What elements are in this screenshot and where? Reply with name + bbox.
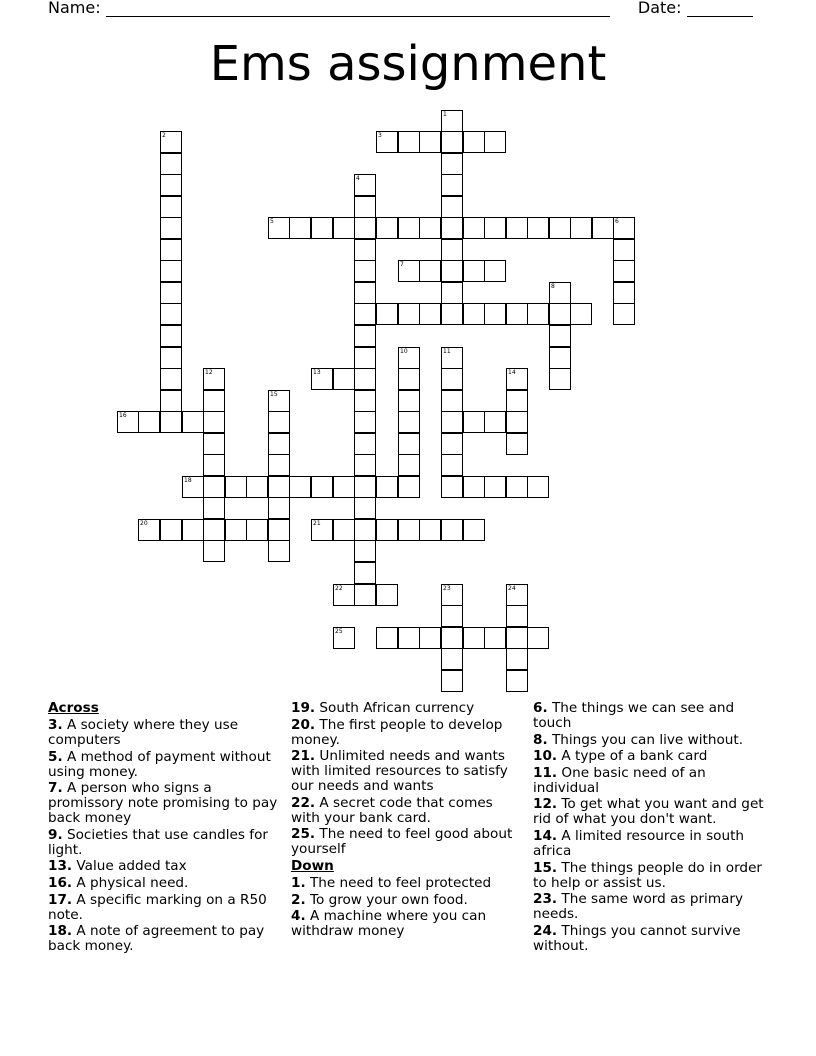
cell-number: 24: [508, 585, 516, 592]
clue-item: [533, 701, 765, 731]
grid-cell[interactable]: [506, 648, 528, 670]
grid-cell[interactable]: [441, 390, 463, 412]
grid-cell[interactable]: [268, 540, 290, 562]
grid-cell[interactable]: [160, 239, 182, 261]
grid-cell[interactable]: [441, 627, 463, 649]
clue-text: A secret code that comes with your bank card.: [291, 794, 493, 826]
grid-cell[interactable]: [268, 497, 290, 519]
grid-cell[interactable]: [463, 627, 485, 649]
clue-item: [291, 718, 523, 748]
grid-cell[interactable]: [506, 303, 528, 325]
grid-cell[interactable]: [527, 217, 549, 239]
cell-number: 10: [400, 348, 408, 355]
clue-text: The things people do in order to help or assist us.: [533, 859, 763, 891]
clue-number: 19.: [291, 700, 316, 716]
grid-cell[interactable]: [398, 303, 420, 325]
grid-cell[interactable]: [203, 411, 225, 433]
grid-cell[interactable]: [354, 347, 376, 369]
clue-number: 18.: [48, 923, 73, 940]
cell-number: 2: [162, 132, 166, 139]
cell-number: 3: [378, 132, 382, 139]
cell-number: 13: [313, 369, 321, 376]
clue-number: 22.: [291, 794, 316, 811]
grid-cell[interactable]: [354, 282, 376, 304]
grid-cell[interactable]: [354, 411, 376, 433]
grid-cell[interactable]: [613, 260, 635, 282]
grid-cell[interactable]: [268, 390, 290, 412]
grid-cell[interactable]: [203, 540, 225, 562]
grid-cell[interactable]: [570, 217, 592, 239]
cell-number: 23: [443, 585, 451, 592]
clue-column-1: [48, 701, 280, 956]
grid-cell[interactable]: [160, 303, 182, 325]
grid-cell[interactable]: [203, 454, 225, 476]
grid-cell[interactable]: [376, 476, 398, 498]
grid-cell[interactable]: [354, 476, 376, 498]
grid-cell[interactable]: [333, 584, 355, 606]
grid-cell[interactable]: [354, 196, 376, 218]
grid-cell[interactable]: [613, 217, 635, 239]
clue-number: 24.: [533, 922, 558, 939]
grid-cell[interactable]: [333, 627, 355, 649]
grid-cell[interactable]: [376, 217, 398, 239]
grid-cell[interactable]: [354, 217, 376, 239]
grid-cell[interactable]: [354, 368, 376, 390]
grid-cell[interactable]: [268, 519, 290, 541]
grid-cell[interactable]: [354, 390, 376, 412]
grid-cell[interactable]: [463, 217, 485, 239]
grid-cell[interactable]: [225, 519, 247, 541]
clue-text: Value added tax: [72, 858, 187, 875]
grid-cell[interactable]: [376, 519, 398, 541]
clue-number: 11.: [533, 764, 558, 781]
grid-cell[interactable]: [354, 260, 376, 282]
grid-cell[interactable]: [160, 347, 182, 369]
grid-cell[interactable]: [506, 584, 528, 606]
cell-number: 1: [443, 111, 447, 118]
cell-number: 21: [313, 520, 321, 527]
grid-cell[interactable]: [419, 131, 441, 153]
clue-text: The need to feel protected: [305, 874, 492, 891]
grid-cell[interactable]: [160, 368, 182, 390]
cell-number: 20: [140, 520, 148, 527]
clue-number: 6.: [533, 700, 548, 716]
clue-number: 2.: [291, 891, 306, 908]
grid-cell[interactable]: [549, 217, 571, 239]
grid-cell[interactable]: [463, 519, 485, 541]
grid-cell[interactable]: [354, 303, 376, 325]
grid-cell[interactable]: [549, 347, 571, 369]
clue-item: [533, 924, 765, 954]
clue-item: [48, 924, 280, 954]
grid-cell[interactable]: [333, 217, 355, 239]
grid-cell[interactable]: [138, 411, 160, 433]
grid-cell[interactable]: [613, 303, 635, 325]
grid-cell[interactable]: [225, 476, 247, 498]
grid-cell[interactable]: [333, 476, 355, 498]
grid-cell[interactable]: [441, 131, 463, 153]
grid-cell[interactable]: [354, 540, 376, 562]
grid-cell[interactable]: [441, 303, 463, 325]
grid-cell[interactable]: [441, 153, 463, 175]
clue-number: 20.: [291, 716, 316, 733]
grid-cell[interactable]: [441, 648, 463, 670]
grid-cell[interactable]: [506, 433, 528, 455]
grid-cell[interactable]: [484, 627, 506, 649]
clue-item: [533, 861, 765, 891]
clue-item: [291, 909, 523, 939]
grid-cell[interactable]: [398, 217, 420, 239]
grid-cell[interactable]: [398, 476, 420, 498]
clue-text: Societies that use candles for light.: [48, 826, 268, 858]
grid-cell[interactable]: [203, 433, 225, 455]
clue-text: South African currency: [315, 700, 475, 716]
grid-cell[interactable]: [376, 131, 398, 153]
grid-cell[interactable]: [419, 260, 441, 282]
name-label: Name:: [48, 0, 101, 17]
cell-number: 15: [270, 391, 278, 398]
clue-column-2: [291, 701, 523, 941]
cell-number: 12: [205, 369, 213, 376]
grid-cell[interactable]: [398, 347, 420, 369]
grid-cell[interactable]: [441, 433, 463, 455]
grid-cell[interactable]: [527, 476, 549, 498]
grid-cell[interactable]: [441, 282, 463, 304]
grid-cell[interactable]: [398, 390, 420, 412]
clue-text: The same word as primary needs.: [533, 891, 744, 923]
clue-item: [48, 828, 280, 858]
clue-number: 12.: [533, 796, 558, 813]
grid-cell[interactable]: [268, 454, 290, 476]
grid-cell[interactable]: [203, 476, 225, 498]
clue-item: [533, 749, 765, 764]
date-label: Date:: [637, 0, 682, 17]
clue-item: [533, 766, 765, 796]
grid-cell[interactable]: [441, 454, 463, 476]
grid-cell[interactable]: [289, 476, 311, 498]
grid-cell[interactable]: [268, 217, 290, 239]
grid-cell[interactable]: [506, 217, 528, 239]
clue-number: 14.: [533, 827, 558, 844]
grid-cell[interactable]: [268, 433, 290, 455]
grid-cell[interactable]: [268, 411, 290, 433]
cell-number: 6: [615, 218, 619, 225]
grid-cell[interactable]: [484, 217, 506, 239]
grid-cell[interactable]: [160, 217, 182, 239]
grid-cell[interactable]: [506, 627, 528, 649]
grid-cell[interactable]: [463, 476, 485, 498]
clue-text: A machine where you can withdraw money: [291, 908, 487, 940]
clue-heading: Across: [48, 700, 99, 716]
grid-cell[interactable]: [484, 411, 506, 433]
grid-cell[interactable]: [203, 497, 225, 519]
grid-cell[interactable]: [463, 131, 485, 153]
cell-number: 14: [508, 369, 516, 376]
clue-item: [48, 859, 280, 874]
grid-cell[interactable]: [160, 260, 182, 282]
grid-cell[interactable]: [549, 282, 571, 304]
grid-cell[interactable]: [160, 131, 182, 153]
grid-cell[interactable]: [182, 519, 204, 541]
grid-cell[interactable]: [354, 433, 376, 455]
clue-number: 4.: [291, 908, 306, 925]
grid-cell[interactable]: [441, 239, 463, 261]
clue-heading: Down: [291, 857, 334, 874]
grid-cell[interactable]: [506, 411, 528, 433]
grid-cell[interactable]: [354, 584, 376, 606]
cell-number: 5: [270, 218, 274, 225]
grid-cell[interactable]: [246, 519, 268, 541]
clue-number: 25.: [291, 826, 316, 843]
grid-cell[interactable]: [484, 476, 506, 498]
clue-item: [291, 893, 523, 908]
grid-cell[interactable]: [441, 110, 463, 132]
grid-cell[interactable]: [441, 347, 463, 369]
clue-item: [48, 781, 280, 826]
grid-cell[interactable]: [484, 303, 506, 325]
cell-number: 25: [335, 628, 343, 635]
grid-cell[interactable]: [463, 303, 485, 325]
grid-cell[interactable]: [376, 627, 398, 649]
clue-text: Things you cannot survive without.: [533, 922, 741, 954]
grid-cell[interactable]: [441, 368, 463, 390]
grid-cell[interactable]: [441, 584, 463, 606]
clue-item: [533, 797, 765, 827]
grid-cell[interactable]: [441, 519, 463, 541]
grid-cell[interactable]: [613, 282, 635, 304]
grid-cell[interactable]: [419, 217, 441, 239]
clue-text: To grow your own food.: [305, 891, 468, 908]
grid-cell[interactable]: [246, 476, 268, 498]
clue-number: 17.: [48, 891, 73, 908]
grid-cell[interactable]: [398, 433, 420, 455]
grid-cell[interactable]: [463, 411, 485, 433]
grid-cell[interactable]: [354, 454, 376, 476]
grid-cell[interactable]: [354, 174, 376, 196]
grid-cell[interactable]: [160, 519, 182, 541]
grid-cell[interactable]: [354, 519, 376, 541]
grid-cell[interactable]: [484, 131, 506, 153]
grid-cell[interactable]: [419, 303, 441, 325]
clue-item: [48, 893, 280, 923]
grid-cell[interactable]: [160, 390, 182, 412]
clue-text: A limited resource in south africa: [533, 827, 745, 859]
clue-item: [533, 892, 765, 922]
clue-number: 3.: [48, 717, 63, 733]
grid-cell[interactable]: [484, 260, 506, 282]
grid-cell[interactable]: [441, 174, 463, 196]
grid-cell[interactable]: [289, 217, 311, 239]
clue-number: 9.: [48, 826, 63, 843]
grid-cell[interactable]: [441, 605, 463, 627]
grid-cell[interactable]: [506, 605, 528, 627]
grid-cell[interactable]: [138, 519, 160, 541]
grid-cell[interactable]: [160, 153, 182, 175]
grid-cell[interactable]: [441, 196, 463, 218]
clue-text: To get what you want and get rid of what you don't want.: [533, 796, 764, 828]
cell-number: 8: [551, 283, 555, 290]
grid-cell[interactable]: [311, 519, 333, 541]
grid-cell[interactable]: [398, 454, 420, 476]
clue-number: 16.: [48, 874, 73, 891]
clue-item: [48, 718, 280, 748]
grid-cell[interactable]: [419, 519, 441, 541]
grid-cell[interactable]: [354, 239, 376, 261]
grid-cell[interactable]: [333, 368, 355, 390]
grid-cell[interactable]: [203, 390, 225, 412]
clue-number: 1.: [291, 874, 306, 891]
grid-cell[interactable]: [527, 303, 549, 325]
grid-cell[interactable]: [376, 584, 398, 606]
cell-number: 22: [335, 585, 343, 592]
grid-cell[interactable]: [182, 476, 204, 498]
clue-item: [291, 749, 523, 794]
grid-cell[interactable]: [506, 476, 528, 498]
clue-text: The things we can see and touch: [533, 700, 735, 731]
grid-cell[interactable]: [463, 260, 485, 282]
grid-cell[interactable]: [398, 411, 420, 433]
grid-cell[interactable]: [506, 368, 528, 390]
clue-item: [533, 829, 765, 859]
grid-cell[interactable]: [549, 325, 571, 347]
grid-cell[interactable]: [527, 627, 549, 649]
clue-number: 21.: [291, 748, 316, 765]
grid-cell[interactable]: [354, 325, 376, 347]
clue-text: One basic need of an individual: [533, 764, 706, 796]
clue-text: Things you can live without.: [547, 731, 744, 748]
grid-cell[interactable]: [441, 476, 463, 498]
clue-item: [291, 827, 523, 857]
grid-cell[interactable]: [549, 368, 571, 390]
grid-cell[interactable]: [506, 390, 528, 412]
grid-cell[interactable]: [203, 519, 225, 541]
grid-cell[interactable]: [160, 325, 182, 347]
clue-text: A society where they use computers: [48, 717, 239, 748]
grid-cell[interactable]: [268, 476, 290, 498]
grid-cell[interactable]: [398, 519, 420, 541]
clue-item: [291, 796, 523, 826]
clue-item: [48, 876, 280, 891]
clue-text: A physical need.: [72, 874, 189, 891]
cell-number: 18: [184, 477, 192, 484]
clue-number: 5.: [48, 748, 63, 765]
clue-text: A person who signs a promissory note promising to pay back money: [48, 780, 278, 827]
grid-cell[interactable]: [160, 411, 182, 433]
grid-cell[interactable]: [570, 303, 592, 325]
cell-number: 11: [443, 348, 451, 355]
grid-cell[interactable]: [441, 670, 463, 692]
grid-cell[interactable]: [354, 562, 376, 584]
clue-text: A type of a bank card: [557, 748, 708, 765]
cell-number: 4: [356, 175, 360, 182]
grid-cell[interactable]: [398, 627, 420, 649]
clue-column-3: [533, 701, 765, 955]
clue-number: 23.: [533, 891, 558, 908]
clue-number: 10.: [533, 748, 558, 765]
grid-cell[interactable]: [592, 217, 614, 239]
grid-cell[interactable]: [311, 476, 333, 498]
clue-item: [291, 876, 523, 891]
grid-cell[interactable]: [182, 411, 204, 433]
page-title: Ems assignment: [209, 36, 607, 92]
cell-number: 16: [119, 412, 127, 419]
clue-number: 15.: [533, 859, 558, 876]
clue-text: Unlimited needs and wants with limited resources to satisfy our needs and wants: [291, 748, 508, 795]
grid-cell[interactable]: [160, 282, 182, 304]
grid-cell[interactable]: [311, 217, 333, 239]
grid-cell[interactable]: [160, 174, 182, 196]
grid-cell[interactable]: [441, 217, 463, 239]
grid-cell[interactable]: [398, 260, 420, 282]
clue-text: A method of payment without using money.: [48, 748, 271, 780]
grid-cell[interactable]: [506, 670, 528, 692]
grid-cell[interactable]: [311, 368, 333, 390]
clue-number: 13.: [48, 858, 73, 875]
grid-cell[interactable]: [549, 303, 571, 325]
grid-cell[interactable]: [376, 303, 398, 325]
grid-cell[interactable]: [398, 368, 420, 390]
clue-text: The first people to develop money.: [291, 716, 503, 748]
grid-cell[interactable]: [333, 519, 355, 541]
grid-cell[interactable]: [419, 627, 441, 649]
clue-item: [533, 733, 765, 748]
grid-cell[interactable]: [398, 131, 420, 153]
clue-text: The need to feel good about yourself: [291, 826, 513, 858]
clue-text: A note of agreement to pay back money.: [48, 923, 265, 955]
grid-cell[interactable]: [354, 497, 376, 519]
clue-text: A specific marking on a R50 note.: [48, 891, 267, 923]
cell-number: 7: [400, 261, 404, 268]
grid-cell[interactable]: [117, 411, 139, 433]
grid-cell[interactable]: [203, 368, 225, 390]
clue-item: [48, 750, 280, 780]
grid-cell[interactable]: [441, 411, 463, 433]
clue-number: 8.: [533, 731, 548, 748]
grid-cell[interactable]: [613, 239, 635, 261]
clue-item: [291, 701, 523, 716]
clue-number: 7.: [48, 780, 63, 797]
grid-cell[interactable]: [441, 260, 463, 282]
grid-cell[interactable]: [160, 196, 182, 218]
